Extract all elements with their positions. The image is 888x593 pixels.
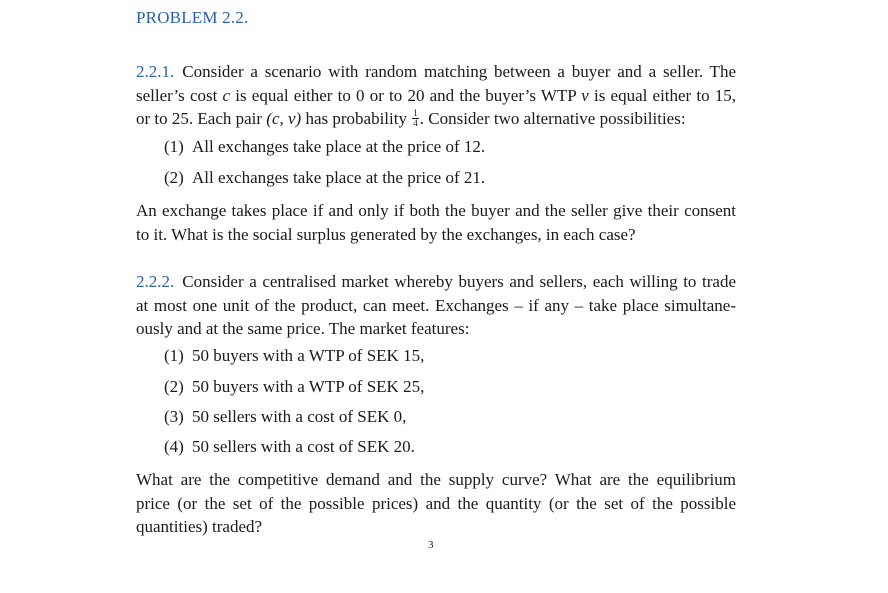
list-item-text: All exchanges take place at the price of 12. — [192, 137, 486, 156]
list-item-text: 50 buyers with a WTP of SEK 15, — [192, 346, 425, 365]
section-number: 2.2.1. — [136, 62, 175, 81]
list-item-number: (1) — [164, 346, 184, 365]
list-item — [164, 407, 406, 427]
paragraph-line: at most one unit of the product, can meet. Exchanges – if any – take place simultane- — [136, 295, 736, 315]
paragraph-line: 2.2.2. Consider a centralised market whereby buyers and sellers, each willing to trade — [136, 272, 736, 291]
paragraph-line: What are the competitive demand and the supply curve? What are the equilibrium — [136, 470, 736, 489]
paragraph-line: ously and at the same price. The market features: — [136, 319, 470, 338]
paragraph-line: 2.2.1. Consider a scenario with random matching between a buyer and a seller. The — [136, 62, 736, 81]
fraction-one-quarter: $\frac{1}{4}$ — [413, 107, 418, 128]
page-number: 3 — [428, 539, 434, 551]
list-item-text: 50 sellers with a cost of SEK 0, — [192, 407, 407, 426]
problem-title: PROBLEM 2.2. — [136, 8, 249, 27]
section-2-2-2-question — [136, 468, 736, 539]
list-item — [164, 437, 415, 457]
paragraph-line: or to 25. Each pair (c, v) has probability $\frac{1}{4}$ . Consider two alternative possibilities: — [136, 107, 686, 128]
list-item — [164, 346, 424, 366]
list-item — [164, 168, 485, 188]
paragraph-line: quantities) traded? — [136, 517, 263, 536]
math-var-c: c — [222, 85, 231, 105]
list-item-number: (2) — [164, 377, 184, 396]
section-2-2-1-paragraph — [136, 60, 736, 131]
list-item-number: (3) — [164, 407, 184, 426]
list-item — [164, 137, 485, 157]
list-item-number: (2) — [164, 168, 184, 187]
paragraph-line: to it. What is the social surplus generated by the exchanges, in each case? — [136, 224, 636, 244]
document-page — [136, 0, 736, 593]
section-number: 2.2.2. — [136, 272, 175, 291]
paragraph-line: price (or the set of the possible prices) and the quantity (or the set of the possible — [136, 493, 736, 513]
list-item-text: 50 buyers with a WTP of SEK 25, — [192, 377, 425, 396]
section-2-2-1-question — [136, 199, 736, 246]
math-pair: (c, v) — [266, 109, 302, 128]
math-var-v: v — [581, 85, 589, 105]
list-item-text: 50 sellers with a cost of SEK 20. — [192, 437, 415, 456]
paragraph-line: An exchange takes place if and only if both the buyer and the seller give their consent — [136, 201, 736, 220]
list-item-number: (1) — [164, 137, 184, 156]
list-item-number: (4) — [164, 437, 184, 456]
list-item-text: All exchanges take place at the price of 21. — [192, 168, 486, 187]
section-2-2-2-paragraph — [136, 270, 736, 341]
list-item — [164, 377, 424, 397]
paragraph-line: seller’s cost c is equal either to 0 or to 20 and the buyer’s WTP v is equal either to 15, — [136, 85, 737, 105]
